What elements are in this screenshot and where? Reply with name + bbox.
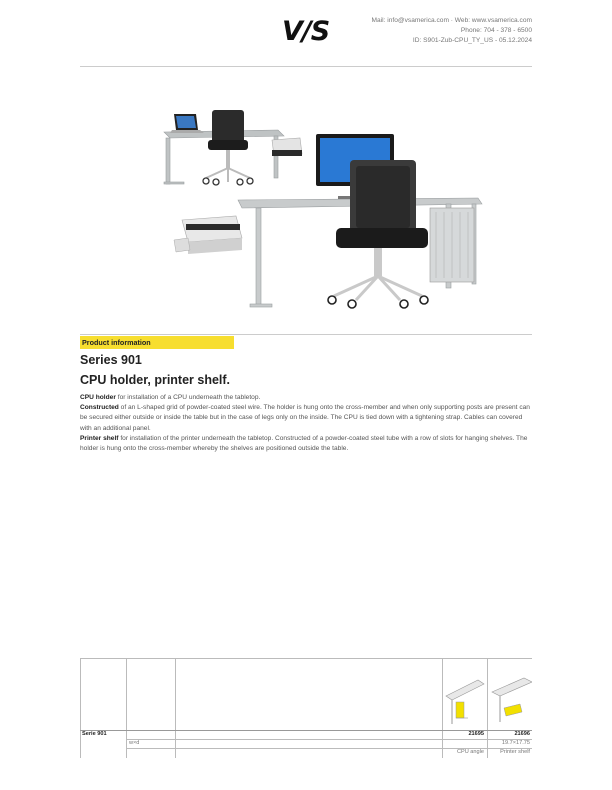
item-dimensions: 19.7×17.75 <box>501 740 530 746</box>
table-left-border <box>80 658 81 758</box>
table-col-divider <box>442 658 443 758</box>
desc-cpu-holder-term: CPU holder <box>80 394 116 401</box>
table-row-rule <box>126 739 532 740</box>
desc-construction-text: of an L-shaped grid of powder-coated steel wire. The holder is hung onto the cross-member and when only supporting posts are present can be secured either outside or inside the table but in the case of legs only on the inside. The CPU is tied down with a tightening strap. Cables can covered with an additional panel. <box>80 404 530 432</box>
vs-logo: V/S <box>282 16 330 47</box>
product-info-tag: Product information <box>80 336 234 349</box>
printer-shelf-thumbnail <box>490 670 532 726</box>
item-name: CPU angle <box>456 749 484 755</box>
product-table <box>80 658 532 758</box>
desc-cpu-holder-text: for installation of a CPU underneath the tabletop. <box>115 394 261 401</box>
document-id: ID: S901-Zub-CPU_TY_US - 05.12.2024 <box>412 37 532 44</box>
back-laptop <box>170 114 204 133</box>
back-chair <box>203 110 253 185</box>
desc-printer-shelf-term: Printer shelf <box>80 434 119 442</box>
product-description <box>80 393 532 454</box>
cpu-angle-thumbnail <box>444 670 486 726</box>
product-title: CPU holder, printer shelf. <box>80 373 231 387</box>
desc-printer-shelf-text: for installation of the printer underneath the tabletop. Constructed of a powder-coated steel tube with a row of slots for hanging shelves. The holder is hung onto the cross-member whereby the shelves are positioned outside the table. <box>80 434 528 453</box>
desc-printer-shelf <box>80 434 532 454</box>
contact-phone: Phone: 704 - 378 - 6500 <box>460 27 532 34</box>
cpu-holder <box>430 208 474 282</box>
series-heading: Series 901 <box>80 353 142 367</box>
contact-info <box>372 16 532 46</box>
table-col-divider <box>175 658 176 758</box>
photo-divider <box>80 334 532 335</box>
table-top-border <box>80 658 532 659</box>
dimension-label: w×d <box>129 740 140 746</box>
desc-construction <box>80 403 532 434</box>
table-col-divider <box>126 658 127 758</box>
header-divider <box>80 66 532 67</box>
desc-construction-term: Constructed <box>80 404 119 412</box>
front-printer <box>174 216 242 254</box>
back-printer-shelf <box>272 138 302 156</box>
product-photo <box>160 100 490 315</box>
series-label: Serie 901 <box>82 731 107 737</box>
table-header-rule <box>80 730 532 731</box>
item-code: 21695 <box>468 731 484 737</box>
item-code: 21696 <box>514 731 530 737</box>
contact-mail-web: Mail: info@vsamerica.com · Web: www.vsamerica.com <box>371 17 532 24</box>
desc-cpu-holder <box>80 393 532 403</box>
item-name: Printer shelf <box>500 749 530 755</box>
table-col-divider <box>487 658 488 758</box>
